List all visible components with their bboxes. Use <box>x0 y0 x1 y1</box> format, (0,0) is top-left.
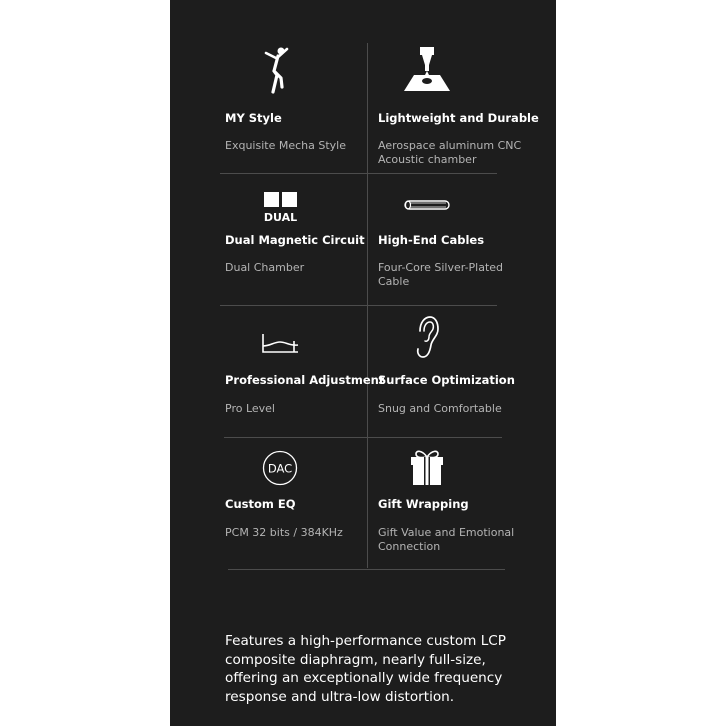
curve-adjust-icon <box>260 332 300 354</box>
dual-chip-icon <box>263 191 299 223</box>
feature-subtitle: Aerospace aluminum CNC Acoustic chamber <box>378 139 522 166</box>
feature-title: Gift Wrapping <box>378 497 469 511</box>
feature-subtitle: Snug and Comfortable <box>378 402 502 415</box>
ear-icon <box>414 315 440 361</box>
feature-title: Custom EQ <box>225 497 296 511</box>
description-paragraph: Features a high-performance custom LCP composite diaphragm, nearly full-size, offering an exceptionally wide frequency response and ultra-low distortion. <box>225 633 506 705</box>
cnc-machine-icon <box>402 45 452 93</box>
feature-subtitle: Four-Core Silver-Plated Cable <box>378 261 504 288</box>
row-divider <box>228 569 505 570</box>
row-divider <box>224 437 502 438</box>
feature-subtitle: Gift Value and Emotional Connection <box>378 526 515 553</box>
feature-title: Dual Magnetic Circuit <box>225 233 365 247</box>
dac-icon <box>262 450 298 486</box>
feature-title: Surface Optimization <box>378 373 515 387</box>
feature-subtitle: Exquisite Mecha Style <box>225 139 346 152</box>
feature-title: MY Style <box>225 111 282 125</box>
feature-subtitle: PCM 32 bits / 384KHz <box>225 526 343 539</box>
cable-icon <box>402 198 452 212</box>
feature-title: Professional Adjustment <box>225 373 385 387</box>
feature-title: High-End Cables <box>378 233 485 247</box>
feature-subtitle: Dual Chamber <box>225 261 305 274</box>
dual-icon-text: DUAL <box>263 211 298 223</box>
feature-subtitle: Pro Level <box>225 402 275 415</box>
row-divider <box>220 305 497 306</box>
feature-title: Lightweight and Durable <box>378 111 539 125</box>
row-divider <box>220 173 497 174</box>
gift-icon <box>409 447 445 487</box>
feature-panel <box>170 0 556 726</box>
person-dance-icon <box>261 45 291 97</box>
dac-icon-text: DAC <box>267 461 293 476</box>
